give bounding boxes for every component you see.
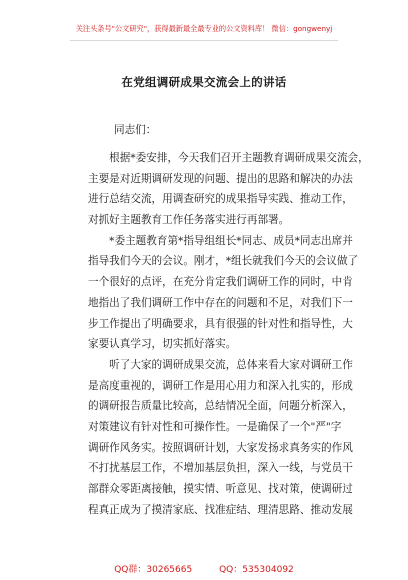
body-line: 听了大家的调研成果交流，总体来看大家对调研工作	[88, 358, 353, 371]
document-body	[88, 148, 369, 520]
header-divider	[70, 40, 338, 41]
body-line: 地指出了我们调研工作中存在的问题和不足，对我们下一	[88, 296, 353, 309]
body-line: 步工作提出了明确要求，具有很强的针对性和指导性，大	[88, 317, 353, 330]
body-line: 家要认真学习，切实抓好落实。	[88, 338, 237, 351]
header-banner: 关注头条号"公文研究"，获得最新最全最专业的公文资料库！ 微信：gongwenyj	[75, 24, 333, 33]
body-line: 进行总结交流，用调查研究的成果指导实践、推动工作，	[88, 193, 353, 206]
body-line: 不打扰基层工作，不增加基层负担，深入一线，与党员干	[88, 462, 353, 475]
footer-contact	[0, 562, 408, 575]
body-line: 指导我们今天的会议。刚才，*组长就我们今天的会议做了	[88, 255, 359, 268]
footer-qq-group: QQ群：30265665	[114, 565, 193, 575]
body-line: 的调研报告质量比较高，总结情况全面，问题分析深入，	[88, 400, 353, 413]
document-title: 在党组调研成果交流会上的讲话	[121, 75, 287, 89]
salutation: 同志们：	[114, 124, 157, 136]
footer-qq: QQ：535304092	[219, 565, 294, 575]
body-line: 调研作风务实。按照调研计划，大家发扬求真务实的作风	[88, 441, 353, 454]
body-line: 是高度重视的，调研工作是用心用力和深入扎实的，形成	[88, 379, 353, 392]
body-line: 程真正成为了摸清家底、找准症结、理清思路、推动发展	[88, 503, 353, 516]
body-line: 主要是对近期调研发现的问题、提出的思路和解决的办法	[88, 172, 353, 185]
body-line: 对抓好主题教育工作任务落实进行再部署。	[88, 214, 290, 227]
body-line: 对策建议有针对性和可操作性。一是确保了一个"严"字	[88, 420, 342, 433]
body-line: *委主题教育第*指导组组长*同志、成员*同志出席并	[88, 234, 353, 247]
body-line: 一个很好的点评，在充分肯定我们调研工作的同时，中肯	[88, 276, 353, 289]
body-line: 部群众零距离接触，摸实情、听意见、找对策，使调研过	[88, 483, 353, 495]
body-line: 根据*委安排，今天我们召开主题教育调研成果交流会，	[88, 152, 369, 164]
